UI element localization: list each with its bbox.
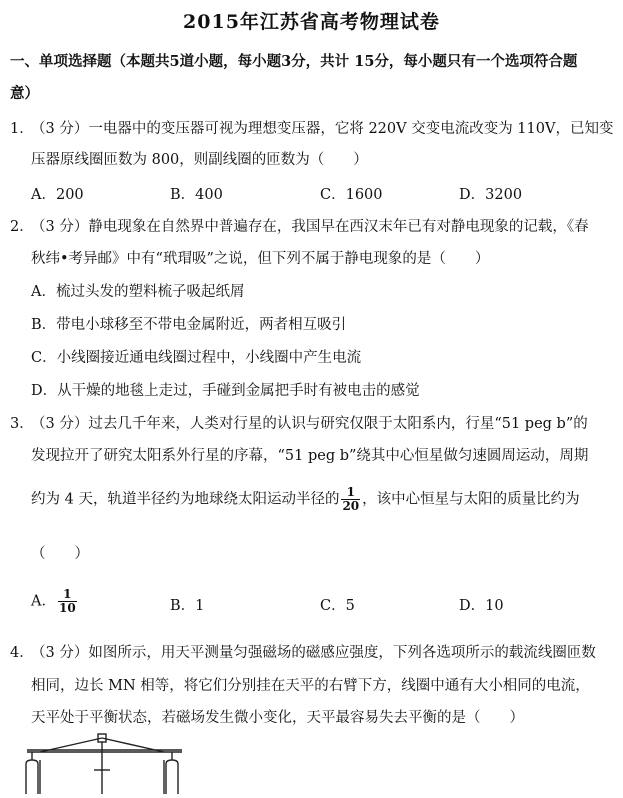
option-text: 10 bbox=[485, 598, 504, 614]
option-text: 5 bbox=[345, 598, 355, 614]
option-label: A． bbox=[31, 593, 56, 610]
option-label: B． bbox=[170, 598, 196, 614]
question-2-option-b[interactable] bbox=[31, 313, 346, 334]
question-2-text-line2: 秋纬•考异邮》中有“玳瑁吸”之说，但下列不属于静电现象的是（ ） bbox=[31, 251, 490, 267]
question-3-answer-blank: （ ） bbox=[31, 546, 89, 562]
option-label: C． bbox=[320, 598, 346, 614]
option-label: D． bbox=[459, 598, 486, 614]
option-text: 1600 bbox=[345, 187, 383, 203]
question-3-option-a[interactable] bbox=[31, 588, 79, 615]
page-title: 2015年江苏省高考物理试卷 bbox=[183, 11, 440, 33]
question-1-text-line2: 压器原线圈匝数为 800，则副线圈的匝数为（ ） bbox=[31, 152, 368, 168]
option-label: C． bbox=[320, 187, 346, 203]
question-4-number: 4． bbox=[10, 645, 34, 661]
question-1-option-c[interactable] bbox=[320, 183, 383, 204]
fraction-numerator: 1 bbox=[58, 588, 77, 602]
question-3-number: 3． bbox=[10, 416, 34, 432]
question-1-option-a[interactable] bbox=[31, 183, 84, 204]
fraction-one-twentieth bbox=[341, 486, 360, 513]
question-3-option-d[interactable] bbox=[459, 594, 504, 615]
fraction-one-tenth bbox=[58, 588, 77, 615]
question-3-option-b[interactable] bbox=[170, 594, 204, 615]
section-heading-line1: 一、单项选择题（本题共5道小题，每小题3分，共计 15分，每小题只有一个选项符合题 bbox=[10, 53, 578, 70]
option-text: 梳过头发的塑料梳子吸起纸屑 bbox=[55, 284, 245, 300]
question-3-text-line1: （3 分）过去几千年来，人类对行星的认识与研究仅限于太阳系内，行星“51 peg b”的 bbox=[31, 416, 588, 432]
option-label: B． bbox=[31, 317, 57, 333]
question-3-text-line2: 发现拉开了研究太阳系外行星的序幕，“51 peg b”绕其中心恒星做匀速圆周运动，周期 bbox=[31, 448, 589, 464]
question-4-text-line1: （3 分）如图所示，用天平测量匀强磁场的磁感应强度，下列各选项所示的载流线圈匝数 bbox=[31, 645, 596, 661]
option-label: A． bbox=[31, 284, 56, 300]
option-label: D． bbox=[31, 383, 58, 399]
question-2-option-d[interactable] bbox=[31, 379, 420, 400]
option-label: A． bbox=[31, 187, 56, 203]
fraction-denominator: 10 bbox=[58, 601, 76, 615]
option-text: 带电小球移至不带电金属附近，两者相互吸引 bbox=[56, 317, 347, 333]
question-3-option-c[interactable] bbox=[320, 594, 355, 615]
question-4-text-line2: 相同，边长 MN 相等，将它们分别挂在天平的右臂下方，线圈中通有大小相同的电流， bbox=[31, 678, 590, 694]
balance-icon bbox=[22, 730, 192, 794]
question-1-option-d[interactable] bbox=[459, 183, 522, 204]
fraction-numerator: 1 bbox=[341, 486, 360, 500]
option-label: C． bbox=[31, 350, 57, 366]
section-heading-line2: 意） bbox=[10, 85, 39, 102]
question-1-text-line1: （3 分）一电器中的变压器可视为理想变压器，它将 220V 交变电流改变为 110V，已知变 bbox=[31, 121, 614, 137]
question-3-text-line3-part1: 约为 4 天，轨道半径约为地球绕太阳运动半径的 bbox=[31, 491, 340, 508]
option-label: B． bbox=[170, 187, 196, 203]
option-label: D． bbox=[459, 187, 486, 203]
fraction-denominator: 20 bbox=[342, 499, 360, 513]
balance-figure bbox=[22, 730, 192, 798]
question-1-option-b[interactable] bbox=[170, 183, 223, 204]
option-text: 200 bbox=[55, 187, 84, 203]
question-2-number: 2． bbox=[10, 219, 34, 235]
option-text: 400 bbox=[195, 187, 223, 203]
option-text: 1 bbox=[195, 598, 205, 614]
option-text: 3200 bbox=[485, 187, 523, 203]
question-2-option-c[interactable] bbox=[31, 346, 361, 367]
question-3-text-line3-part2: ，该中心恒星与太阳的质量比约为 bbox=[362, 491, 580, 508]
question-2-option-a[interactable] bbox=[31, 280, 244, 301]
question-3-text-line3 bbox=[31, 486, 580, 513]
option-text: 小线圈接近通电线圈过程中，小线圈中产生电流 bbox=[56, 350, 362, 366]
option-text: 从干燥的地毯上走过，手碰到金属把手时有被电击的感觉 bbox=[57, 383, 420, 399]
question-1-number: 1． bbox=[10, 121, 34, 137]
question-2-text-line1: （3 分）静电现象在自然界中普遍存在，我国早在西汉末年已有对静电现象的记载，《春 bbox=[31, 219, 589, 235]
question-4-text-line3: 天平处于平衡状态，若磁场发生微小变化，天平最容易失去平衡的是（ ） bbox=[31, 710, 524, 726]
